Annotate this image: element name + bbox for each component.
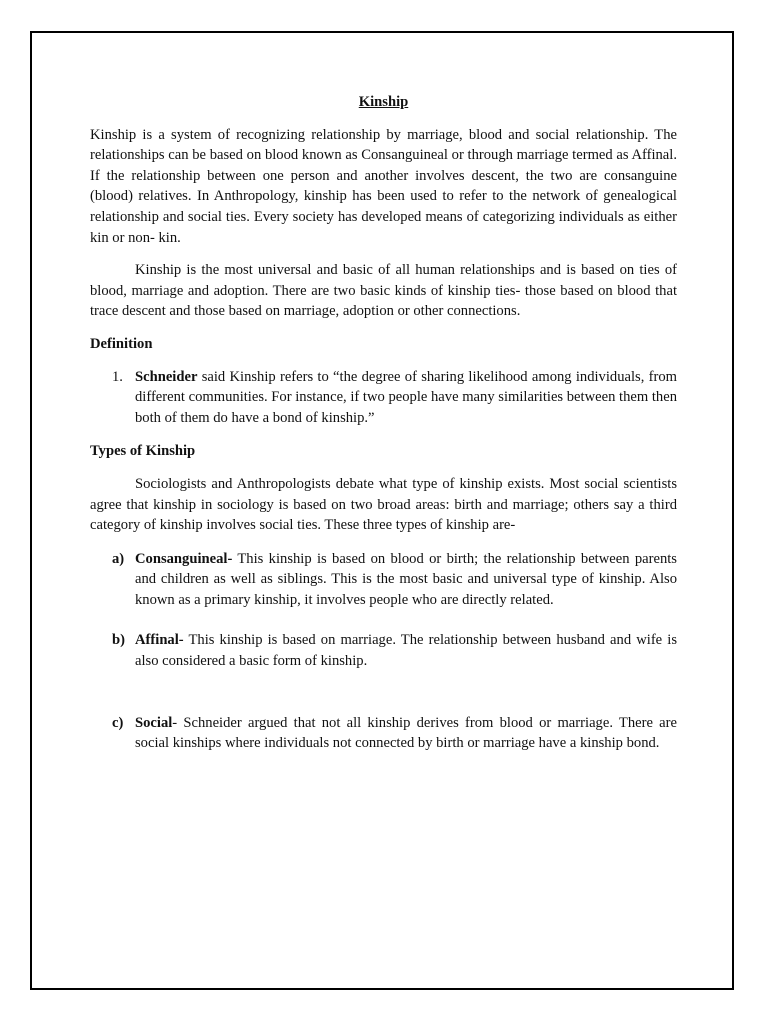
type-term: Social	[135, 714, 173, 731]
type-item-affinal	[90, 630, 677, 671]
definition-text: said Kinship refers to “the degree of sharing likelihood among individuals, from different communities. For instance, if two people have many similarities between them then both of them do have a bond of kinship.”	[135, 368, 677, 426]
document-title: Kinship	[358, 94, 409, 110]
type-item-consanguineal	[90, 549, 677, 611]
types-heading: Types of Kinship	[90, 443, 196, 460]
definition-heading: Definition	[90, 335, 153, 352]
document-content	[90, 92, 677, 754]
list-marker: b)	[112, 632, 125, 649]
type-text: This kinship is based on blood or birth; the relationship between parents and children as well as siblings. This is the most basic and universal type of kinship. Also known as a primary kinship, it involves people who are directly related.	[135, 550, 677, 608]
list-marker: a)	[112, 550, 125, 567]
types-intro-paragraph: Sociologists and Anthropologists debate what type of kinship exists. Most social scientists agree that kinship in sociology is based on two broad areas: birth and marriage; others say a third category of kinship involves social ties. These three types of kinship are-	[90, 475, 677, 534]
intro-paragraph: Kinship is a system of recognizing relationship by marriage, blood and social relationship. The relationships can be based on blood known as Consanguineal or through marriage termed as Affinal. If the relationship between one person and another involves descent, the two are consanguine (blood) relatives. In Anthropology, kinship has been used to refer to the network of genealogical relationship and social ties. Every society has developed means of categorizing individuals as either kin or non- kin.	[90, 126, 677, 246]
type-term: Consanguineal-	[135, 550, 233, 567]
type-term: Affinal-	[135, 632, 184, 649]
list-marker: c)	[112, 714, 124, 731]
list-marker: 1.	[112, 368, 123, 385]
second-paragraph: Kinship is the most universal and basic of all human relationships and is based on ties of blood, marriage and adoption. There are two basic kinds of kinship ties- those based on blood that trace descent and those based on marriage, adoption or other connections.	[90, 262, 677, 320]
definition-list-item	[90, 367, 677, 429]
definition-term: Schneider	[135, 368, 198, 385]
type-text: This kinship is based on marriage. The relationship between husband and wife is also considered a basic form of kinship.	[135, 632, 677, 670]
type-text: - Schneider argued that not all kinship derives from blood or marriage. There are social kinships where individuals not connected by birth or marriage have a kinship bond.	[135, 714, 677, 752]
type-item-social	[90, 713, 677, 754]
